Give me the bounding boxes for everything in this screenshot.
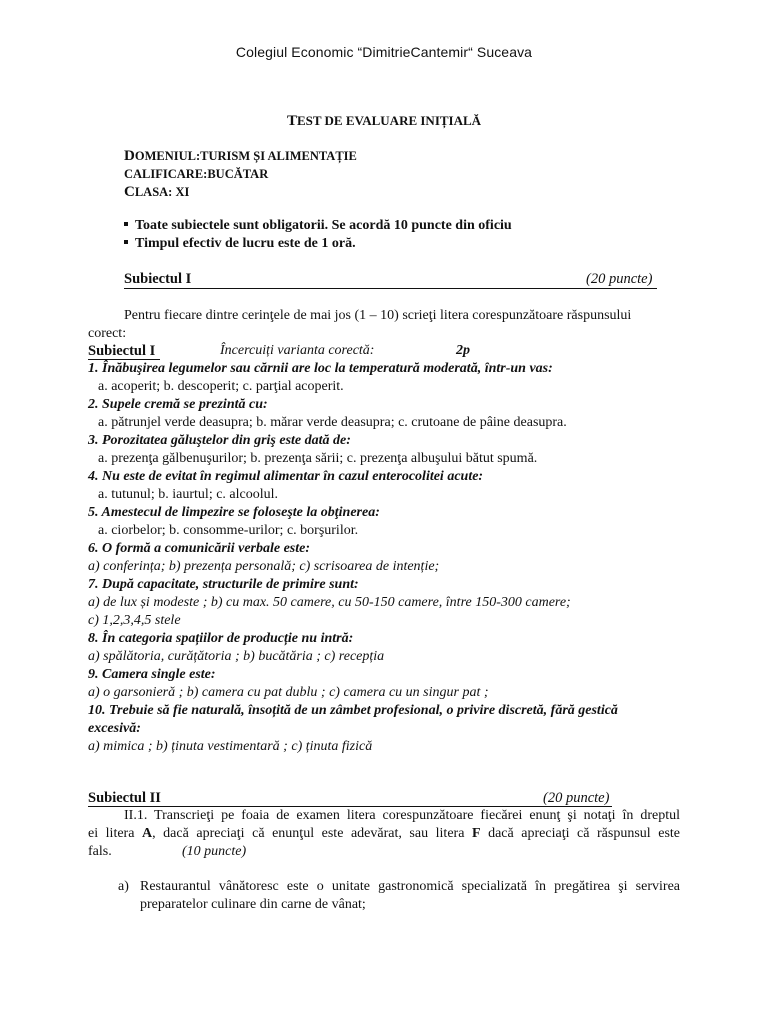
school-name: Colegiul Economic “DimitrieCantemir“ Suceava: [235, 44, 533, 60]
answer-options: a. ciorbelor; b. consomme-urilor; c. borşurilor.: [98, 523, 359, 538]
statement-text: Restaurantul vânătoresc este o unitate gastronomică specializată în pregătirea şi servirea: [140, 879, 680, 894]
answer-options: a) o garsonieră ; b) camera cu pat dublu ; c) camera cu un singur pat ;: [88, 685, 489, 700]
question-cont: excesivă:: [88, 721, 141, 736]
subject2-intro: II.1. Transcrieţi pe foaia de examen litera corespunzătoare fiecărei enunţ şi notaţi în dreptul: [124, 808, 680, 823]
answer-options: a) de lux și modeste ; b) cu max. 50 camere, cu 50-150 camere, între 150-300 camere;: [88, 595, 571, 610]
subject2-heading-rule: [88, 791, 612, 807]
subject1-instruction-points: 2p: [456, 343, 470, 358]
subject2-points: (20 puncte): [543, 790, 610, 806]
subject2-intro-end: fals.: [88, 844, 112, 859]
subject2-heading: Subiectul II: [88, 790, 161, 806]
subject2-intro-points: (10 puncte): [182, 844, 247, 859]
question: 7. După capacitate, structurile de primire sunt:: [88, 577, 359, 592]
meta-class: CLASA: XI: [124, 184, 190, 200]
test-title: TEST DE EVALUARE INIȚIALĂ: [286, 113, 482, 129]
subject1-instruction: Încercuiți varianta corectă:: [220, 343, 375, 358]
question: 9. Camera single este:: [88, 667, 216, 682]
meta-qualification: CALIFICARE:BUCĂTAR: [124, 167, 269, 181]
answer-options: a. tutunul; b. iaurtul; c. alcoolul.: [98, 487, 279, 502]
rule-item: Toate subiectele sunt obligatorii. Se acordă 10 puncte din oficiu: [124, 218, 512, 234]
subject1-points: (20 puncte): [586, 271, 653, 287]
answer-options: c) 1,2,3,4,5 stele: [88, 613, 181, 628]
answer-options: a) spălătoria, curățătoria ; b) bucătăria ; c) recepția: [88, 649, 385, 664]
subject2-intro-cont: ei litera A, dacă apreciaţi că enunţul este adevărat, sau litera F dacă apreciaţi că răspunsul este: [88, 826, 680, 841]
subject1-heading: Subiectul I: [124, 271, 192, 287]
question: 6. O formă a comunicării verbale este:: [88, 541, 311, 556]
answer-options: a. prezenţa gălbenuşurilor; b. prezenţa sării; c. prezenţa albuşului bătut spumă.: [98, 451, 538, 466]
bullet-square-icon: [124, 222, 128, 226]
rule-item: Timpul efectiv de lucru este de 1 oră.: [124, 236, 356, 252]
subject1-subheading: Subiectul I: [88, 343, 156, 359]
statement-text-cont: preparatelor culinare din carne de vânat;: [140, 897, 366, 912]
question: 2. Supele cremă se prezintă cu:: [88, 397, 268, 412]
meta-domain: DOMENIUL:TURISM ȘI ALIMENTAȚIE: [124, 148, 357, 164]
question: 3. Porozitatea găluştelor din griş este dată de:: [88, 433, 351, 448]
statement-label: a): [118, 879, 129, 894]
question: 8. În categoria spațiilor de producție nu intră:: [88, 631, 354, 646]
bullet-square-icon: [124, 240, 128, 244]
question: 5. Amestecul de limpezire se foloseşte la obţinerea:: [88, 505, 380, 520]
question: 1. Înăbuşirea legumelor sau cărnii are loc la temperatură moderată, într-un vas:: [88, 361, 553, 376]
answer-options: a) mimica ; b) ținuta vestimentară ; c) ținuta fizică: [88, 739, 373, 754]
subject1-heading-rule: [124, 272, 657, 289]
answer-options: a) conferința; b) prezența personală; c) scrisoarea de intenție;: [88, 559, 440, 574]
question: 4. Nu este de evitat în regimul alimentar în cazul enterocolitei acute:: [88, 469, 484, 484]
subject1-intro-cont: corect:: [88, 326, 127, 341]
answer-options: a. acoperit; b. descoperit; c. parţial acoperit.: [98, 379, 344, 394]
subject1-intro: Pentru fiecare dintre cerinţele de mai jos (1 – 10) scrieţi litera corespunzătoare răspunsului: [124, 308, 632, 323]
answer-options: a. pătrunjel verde deasupra; b. mărar verde deasupra; c. crutoane de pâine deasupra.: [98, 415, 567, 430]
question: 10. Trebuie să fie naturală, însoțită de un zâmbet profesional, o privire discretă, fără gestică: [88, 703, 618, 718]
